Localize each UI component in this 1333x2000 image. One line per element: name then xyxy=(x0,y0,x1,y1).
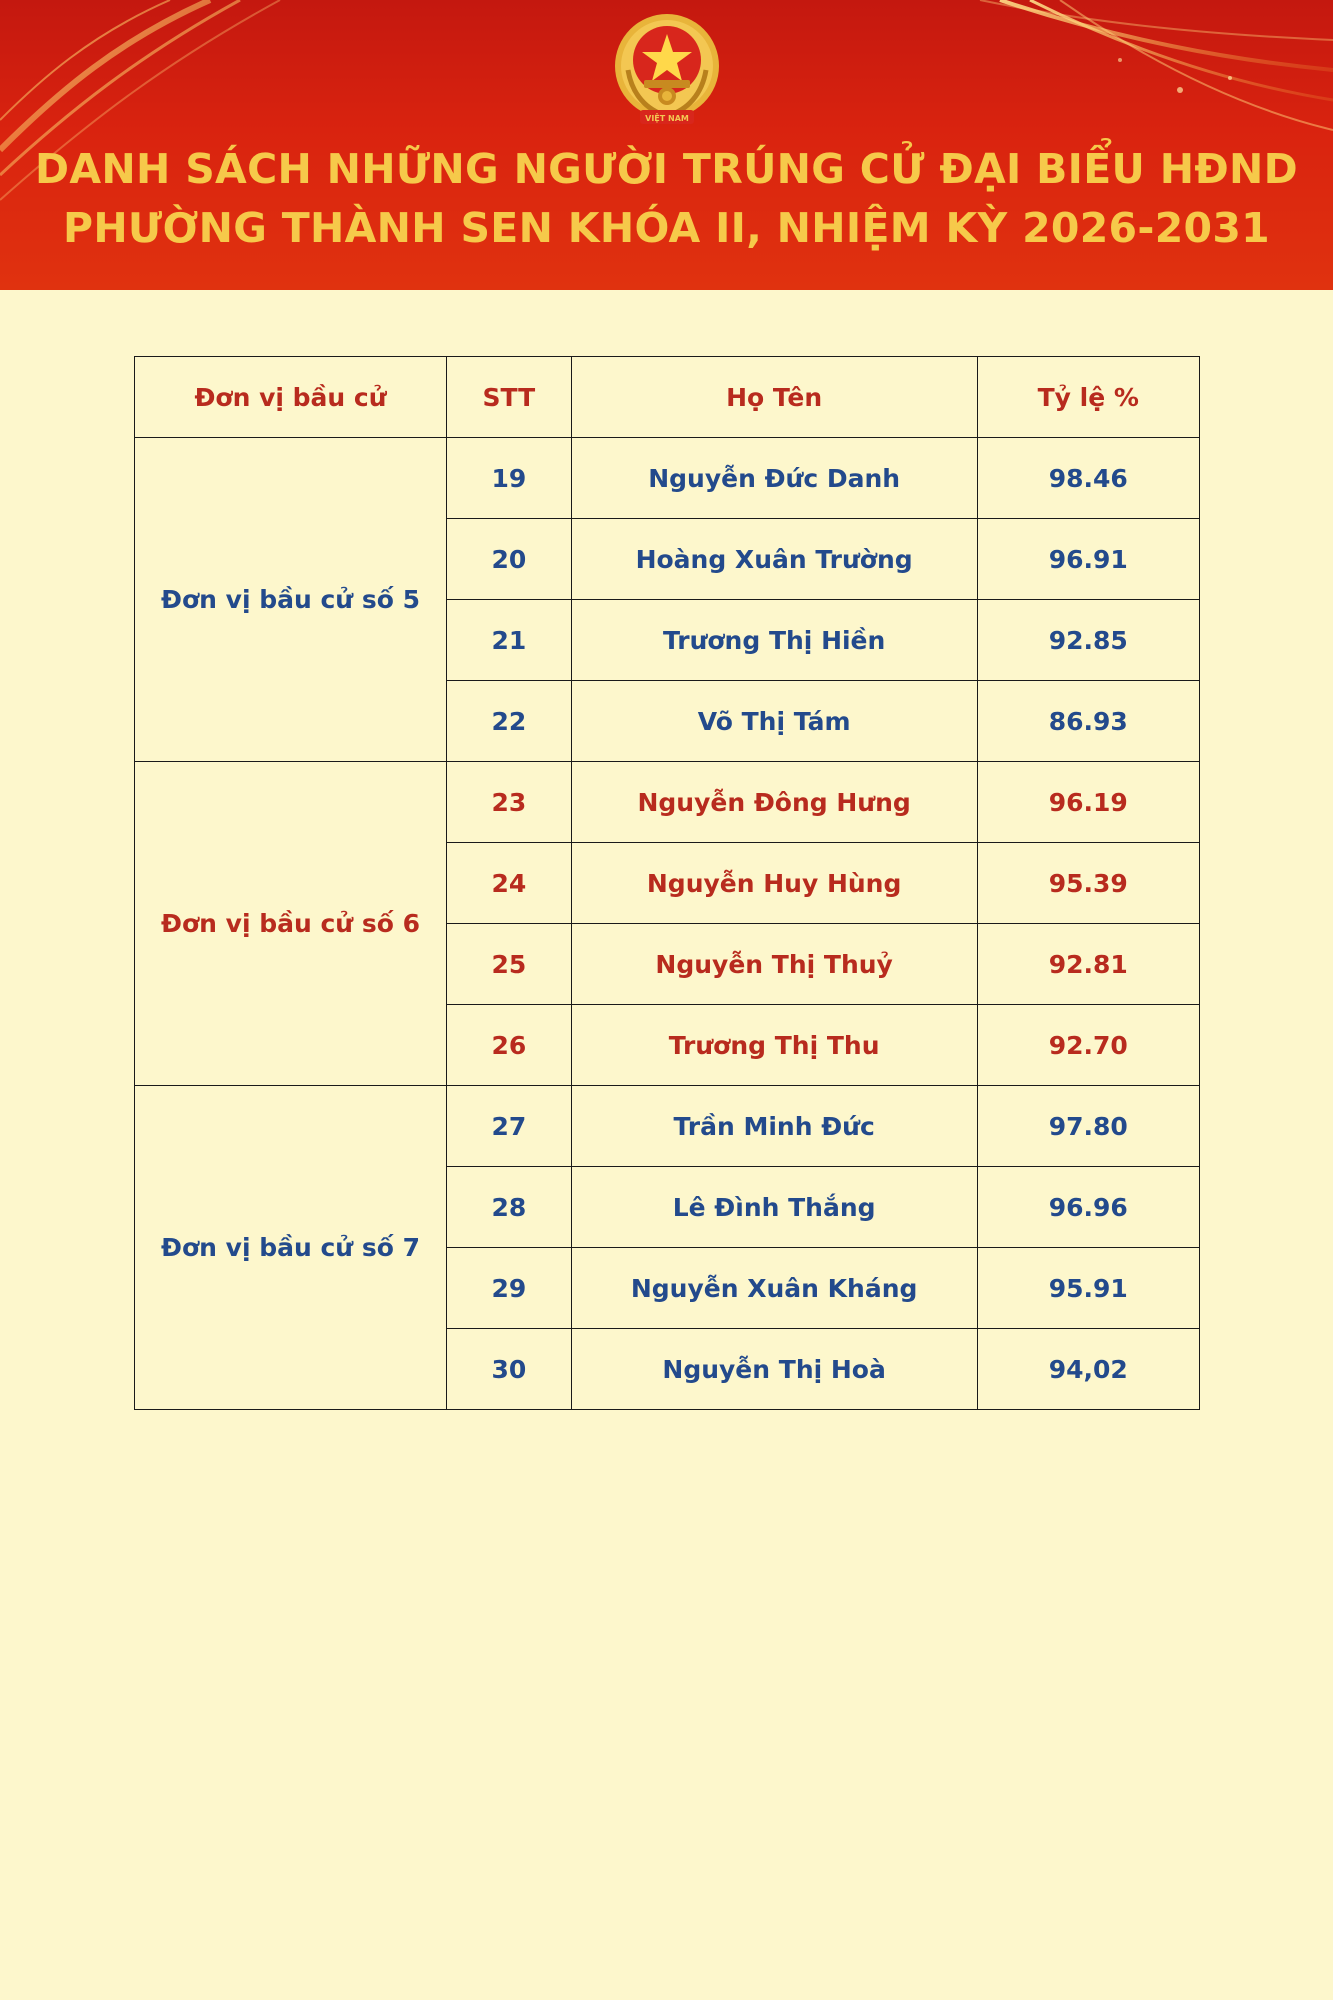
name-cell: Nguyễn Đông Hưng xyxy=(571,762,977,843)
unit-cell: Đơn vị bầu cử số 6 xyxy=(135,762,447,1086)
stt-cell: 26 xyxy=(447,1005,572,1086)
table-header-row xyxy=(135,357,1200,438)
stt-cell: 30 xyxy=(447,1329,572,1410)
results-table xyxy=(134,356,1200,1410)
stt-cell: 20 xyxy=(447,519,572,600)
unit-cell: Đơn vị bầu cử số 5 xyxy=(135,438,447,762)
header-name: Họ Tên xyxy=(571,357,977,438)
name-cell: Nguyễn Đức Danh xyxy=(571,438,977,519)
table-row xyxy=(135,438,1200,519)
table-row xyxy=(135,762,1200,843)
name-cell: Lê Đình Thắng xyxy=(571,1167,977,1248)
rate-cell: 96.19 xyxy=(977,762,1199,843)
title-line-1: DANH SÁCH NHỮNG NGƯỜI TRÚNG CỬ ĐẠI BIỂU HĐND xyxy=(35,145,1298,193)
rate-cell: 97.80 xyxy=(977,1086,1199,1167)
name-cell: Nguyễn Huy Hùng xyxy=(571,843,977,924)
rate-cell: 95.39 xyxy=(977,843,1199,924)
unit-cell: Đơn vị bầu cử số 7 xyxy=(135,1086,447,1410)
rate-cell: 92.85 xyxy=(977,600,1199,681)
rate-cell: 95.91 xyxy=(977,1248,1199,1329)
emblem-ribbon-text: VIỆT NAM xyxy=(645,114,689,123)
stt-cell: 23 xyxy=(447,762,572,843)
vietnam-national-emblem-icon xyxy=(610,12,724,130)
name-cell: Trương Thị Hiền xyxy=(571,600,977,681)
page-title xyxy=(0,140,1333,258)
header-unit: Đơn vị bầu cử xyxy=(135,357,447,438)
header-stt: STT xyxy=(447,357,572,438)
name-cell: Võ Thị Tám xyxy=(571,681,977,762)
stt-cell: 25 xyxy=(447,924,572,1005)
name-cell: Trương Thị Thu xyxy=(571,1005,977,1086)
stt-cell: 19 xyxy=(447,438,572,519)
header-banner xyxy=(0,0,1333,290)
stt-cell: 29 xyxy=(447,1248,572,1329)
rate-cell: 94,02 xyxy=(977,1329,1199,1410)
stt-cell: 27 xyxy=(447,1086,572,1167)
stt-cell: 21 xyxy=(447,600,572,681)
stt-cell: 24 xyxy=(447,843,572,924)
stt-cell: 22 xyxy=(447,681,572,762)
rate-cell: 92.81 xyxy=(977,924,1199,1005)
table-row xyxy=(135,1086,1200,1167)
title-line-2: PHƯỜNG THÀNH SEN KHÓA II, NHIỆM KỲ 2026-2031 xyxy=(62,204,1271,252)
stt-cell: 28 xyxy=(447,1167,572,1248)
name-cell: Nguyễn Thị Thuỷ xyxy=(571,924,977,1005)
name-cell: Nguyễn Thị Hoà xyxy=(571,1329,977,1410)
header-rate: Tỷ lệ % xyxy=(977,357,1199,438)
rate-cell: 96.91 xyxy=(977,519,1199,600)
name-cell: Nguyễn Xuân Kháng xyxy=(571,1248,977,1329)
rate-cell: 92.70 xyxy=(977,1005,1199,1086)
name-cell: Trần Minh Đức xyxy=(571,1086,977,1167)
rate-cell: 98.46 xyxy=(977,438,1199,519)
rate-cell: 96.96 xyxy=(977,1167,1199,1248)
name-cell: Hoàng Xuân Trường xyxy=(571,519,977,600)
rate-cell: 86.93 xyxy=(977,681,1199,762)
